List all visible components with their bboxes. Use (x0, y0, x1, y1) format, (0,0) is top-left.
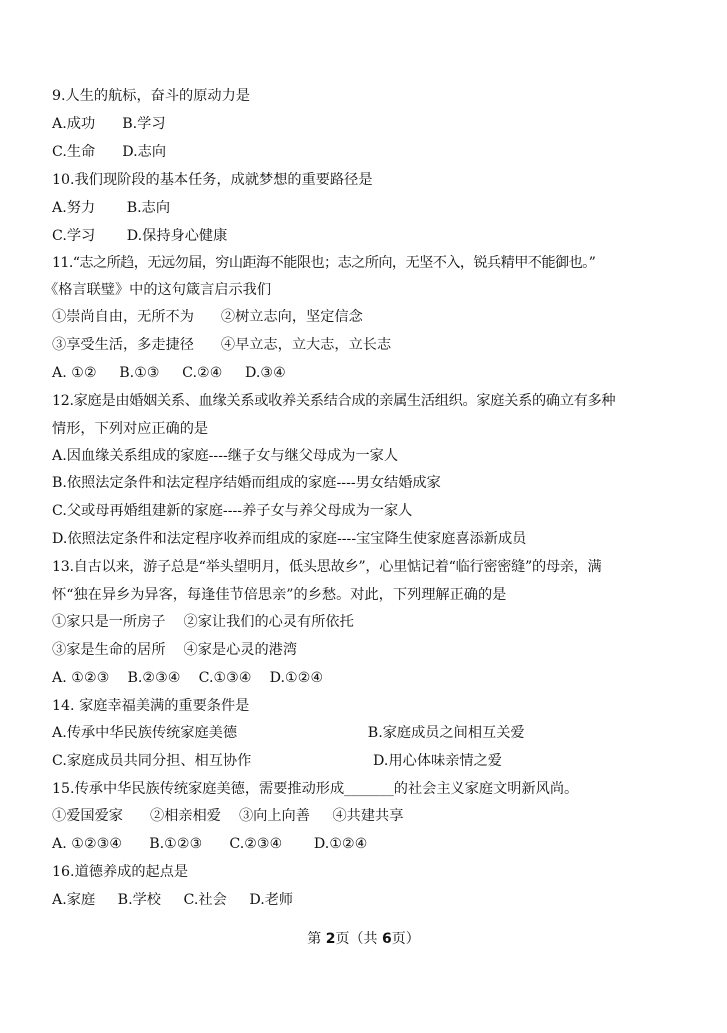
option-line: A.成功 B.学习 (52, 116, 166, 132)
statement-line: ①爱国爱家 ②相亲相爱 ③向上向善 ④共建共享 (52, 808, 404, 824)
option-line: C.家庭成员共同分担、相互协作 D.用心体味亲情之爱 (52, 753, 502, 769)
total-page-number: 6 (381, 931, 392, 947)
footer-prefix: 第 (307, 931, 326, 947)
question-stem-continued: 怀“独在异乡为异客，每逢佳节倍思亲”的乡愁。对此，下列理解正确的是 (52, 587, 507, 603)
option-line: B.依照法定条件和法定程序结婚而组成的家庭----男女结婚成家 (52, 475, 441, 491)
option-line: A.努力 B.志向 (52, 200, 171, 216)
option-line: A. ①②③④ B.①②③ C.②③④ D.①②④ (52, 836, 368, 852)
question-stem: 14. 家庭幸福美满的重要条件是 (52, 698, 250, 714)
current-page-number: 2 (325, 931, 336, 947)
option-line: C.生命 D.志向 (52, 144, 167, 160)
question-stem: 15.传承中华民族传统家庭美德，需要推动形成_______的社会主义家庭文明新风尚。 (52, 781, 579, 797)
option-line: A.传承中华民族传统家庭美德 B.家庭成员之间相互关爱 (52, 725, 525, 741)
statement-line: ①家只是一所房子 ②家让我们的心灵有所依托 (52, 614, 354, 630)
option-line: D.依照法定条件和法定程序收养而组成的家庭----宝宝降生使家庭喜添新成员 (52, 531, 527, 547)
statement-line: ③家是生命的居所 ④家是心灵的港湾 (52, 642, 298, 658)
question-stem: 13.自古以来，游子总是“举头望明月，低头思故乡”，心里惦记着“临行密密缝”的母亲，满 (52, 559, 602, 575)
question-stem: 16.道德养成的起点是 (52, 864, 189, 880)
option-line: A.因血缘关系组成的家庭----继子女与继父母成为一家人 (52, 448, 399, 464)
option-line: A. ①② B.①③ C.②④ D.③④ (52, 365, 286, 381)
question-stem: 12.家庭是由婚姻关系、血缘关系或收养关系结合成的亲属生活组织。家庭关系的确立有多种 (52, 393, 616, 409)
option-line: C.父或母再婚组建新的家庭----养子女与养父母成为一家人 (52, 503, 413, 519)
question-stem: 9.人生的航标，奋斗的原动力是 (52, 88, 250, 104)
page-footer (0, 928, 727, 948)
statement-line: ①崇尚自由，无所不为 ②树立志向，坚定信念 (52, 309, 363, 325)
option-line: A. ①②③ B.②③④ C.①③④ D.①②④ (52, 670, 324, 686)
question-stem-continued: 《格言联璧》中的这句箴言启示我们 (44, 282, 272, 298)
question-stem: 10.我们现阶段的基本任务，成就梦想的重要路径是 (52, 172, 373, 188)
footer-suffix: 页） (391, 931, 420, 947)
statement-line: ③享受生活，多走捷径 ④早立志，立大志，立长志 (52, 337, 392, 353)
question-stem: 11.“志之所趋，无远勿届，穷山距海不能限也；志之所向，无坚不入，锐兵精甲不能御也。” (52, 255, 596, 271)
option-line: C.学习 D.保持身心健康 (52, 228, 228, 244)
option-line: A.家庭 B.学校 C.社会 D.老师 (52, 892, 294, 908)
question-stem-continued: 情形，下列对应正确的是 (52, 421, 209, 437)
footer-mid: 页（共 (335, 931, 382, 947)
